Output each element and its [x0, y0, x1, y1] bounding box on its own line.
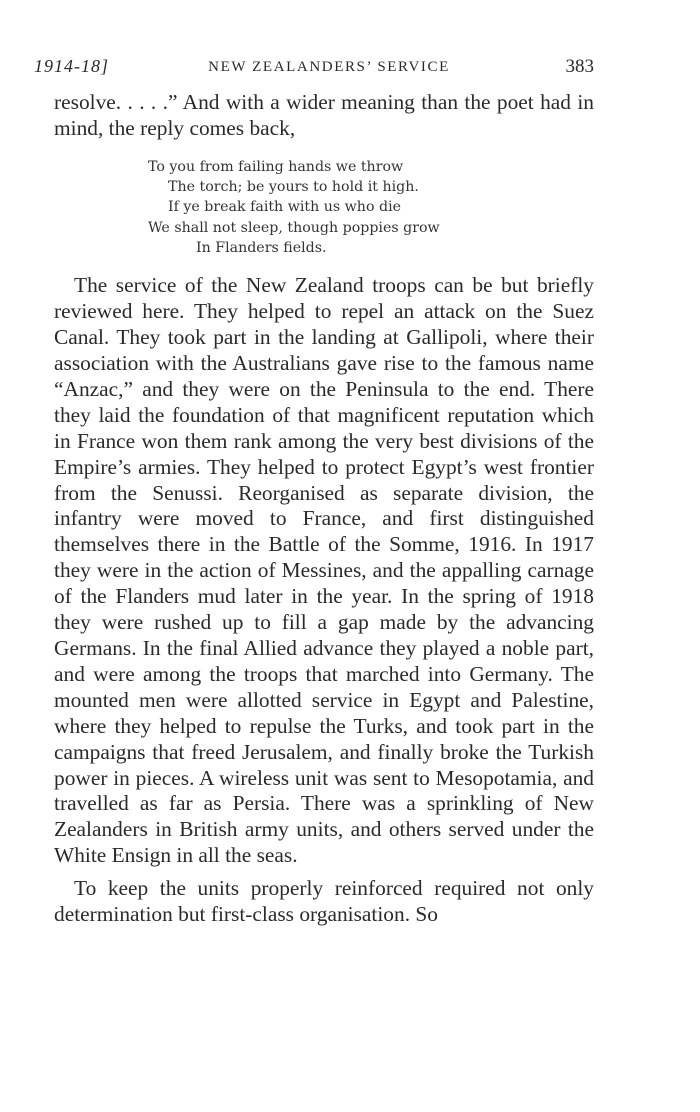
paragraph: The service of the New Zealand troops can be but briefly reviewed here. They helped to repel an attack on the Suez Canal. They took part in the landing at Gallipoli, where their association with the Australians gave rise to the famous name “Anzac,” and they were on the Peninsula to the end. There they laid the foundation of that magnificent reputation which in France won them rank among the very best divisions of the Empire’s armies. They helped to protect Egypt’s west frontier from the Senussi. Reorganised as separate division, the infantry were moved to France, and first distinguished themselves there in the Battle of the Somme, 1916. In 1917 they were in the action of Messines, and the appalling carnage of the Flanders mud later in the year. In the spring of 1918 they were rushed up to fill a gap made by the advancing Germans. In the final Allied advance they played a noble part, and were among the troops that marched into Germany. The mounted men were allotted service in Egypt and Palestine, where they helped to repulse the Turks, and took part in the campaigns that freed Jerusalem, and finally broke the Turkish power in pieces. A wireless unit was sent to Mesopotamia, and travelled as far as Persia. There was a sprinkling of New Zealanders in British army units, and others served under the White Ensign in all the seas. [54, 273, 594, 868]
poem-line: In Flanders fields. [196, 240, 327, 256]
book-page [34, 56, 594, 935]
running-head [34, 56, 594, 90]
chapter-heading: NEW ZEALANDERS’ SERVICE [208, 59, 450, 75]
poem-stanza [148, 157, 594, 258]
date-range-heading: 1914-18] [34, 56, 109, 76]
poem-line: If ye break faith with us who die [168, 199, 402, 216]
paragraph: To keep the units properly reinforced required not only determination but first-class organisation. So [54, 876, 594, 927]
opening-text: resolve. . . . .” And with a wider meaning than the poet had in mind, the reply comes back, [54, 90, 594, 140]
poem-line: The torch; be yours to hold it high. [168, 179, 419, 196]
poem-line: We shall not sleep, though poppies grow [148, 219, 440, 236]
poem-line: To you from failing hands we throw [148, 158, 404, 175]
page-number: 383 [565, 56, 594, 77]
